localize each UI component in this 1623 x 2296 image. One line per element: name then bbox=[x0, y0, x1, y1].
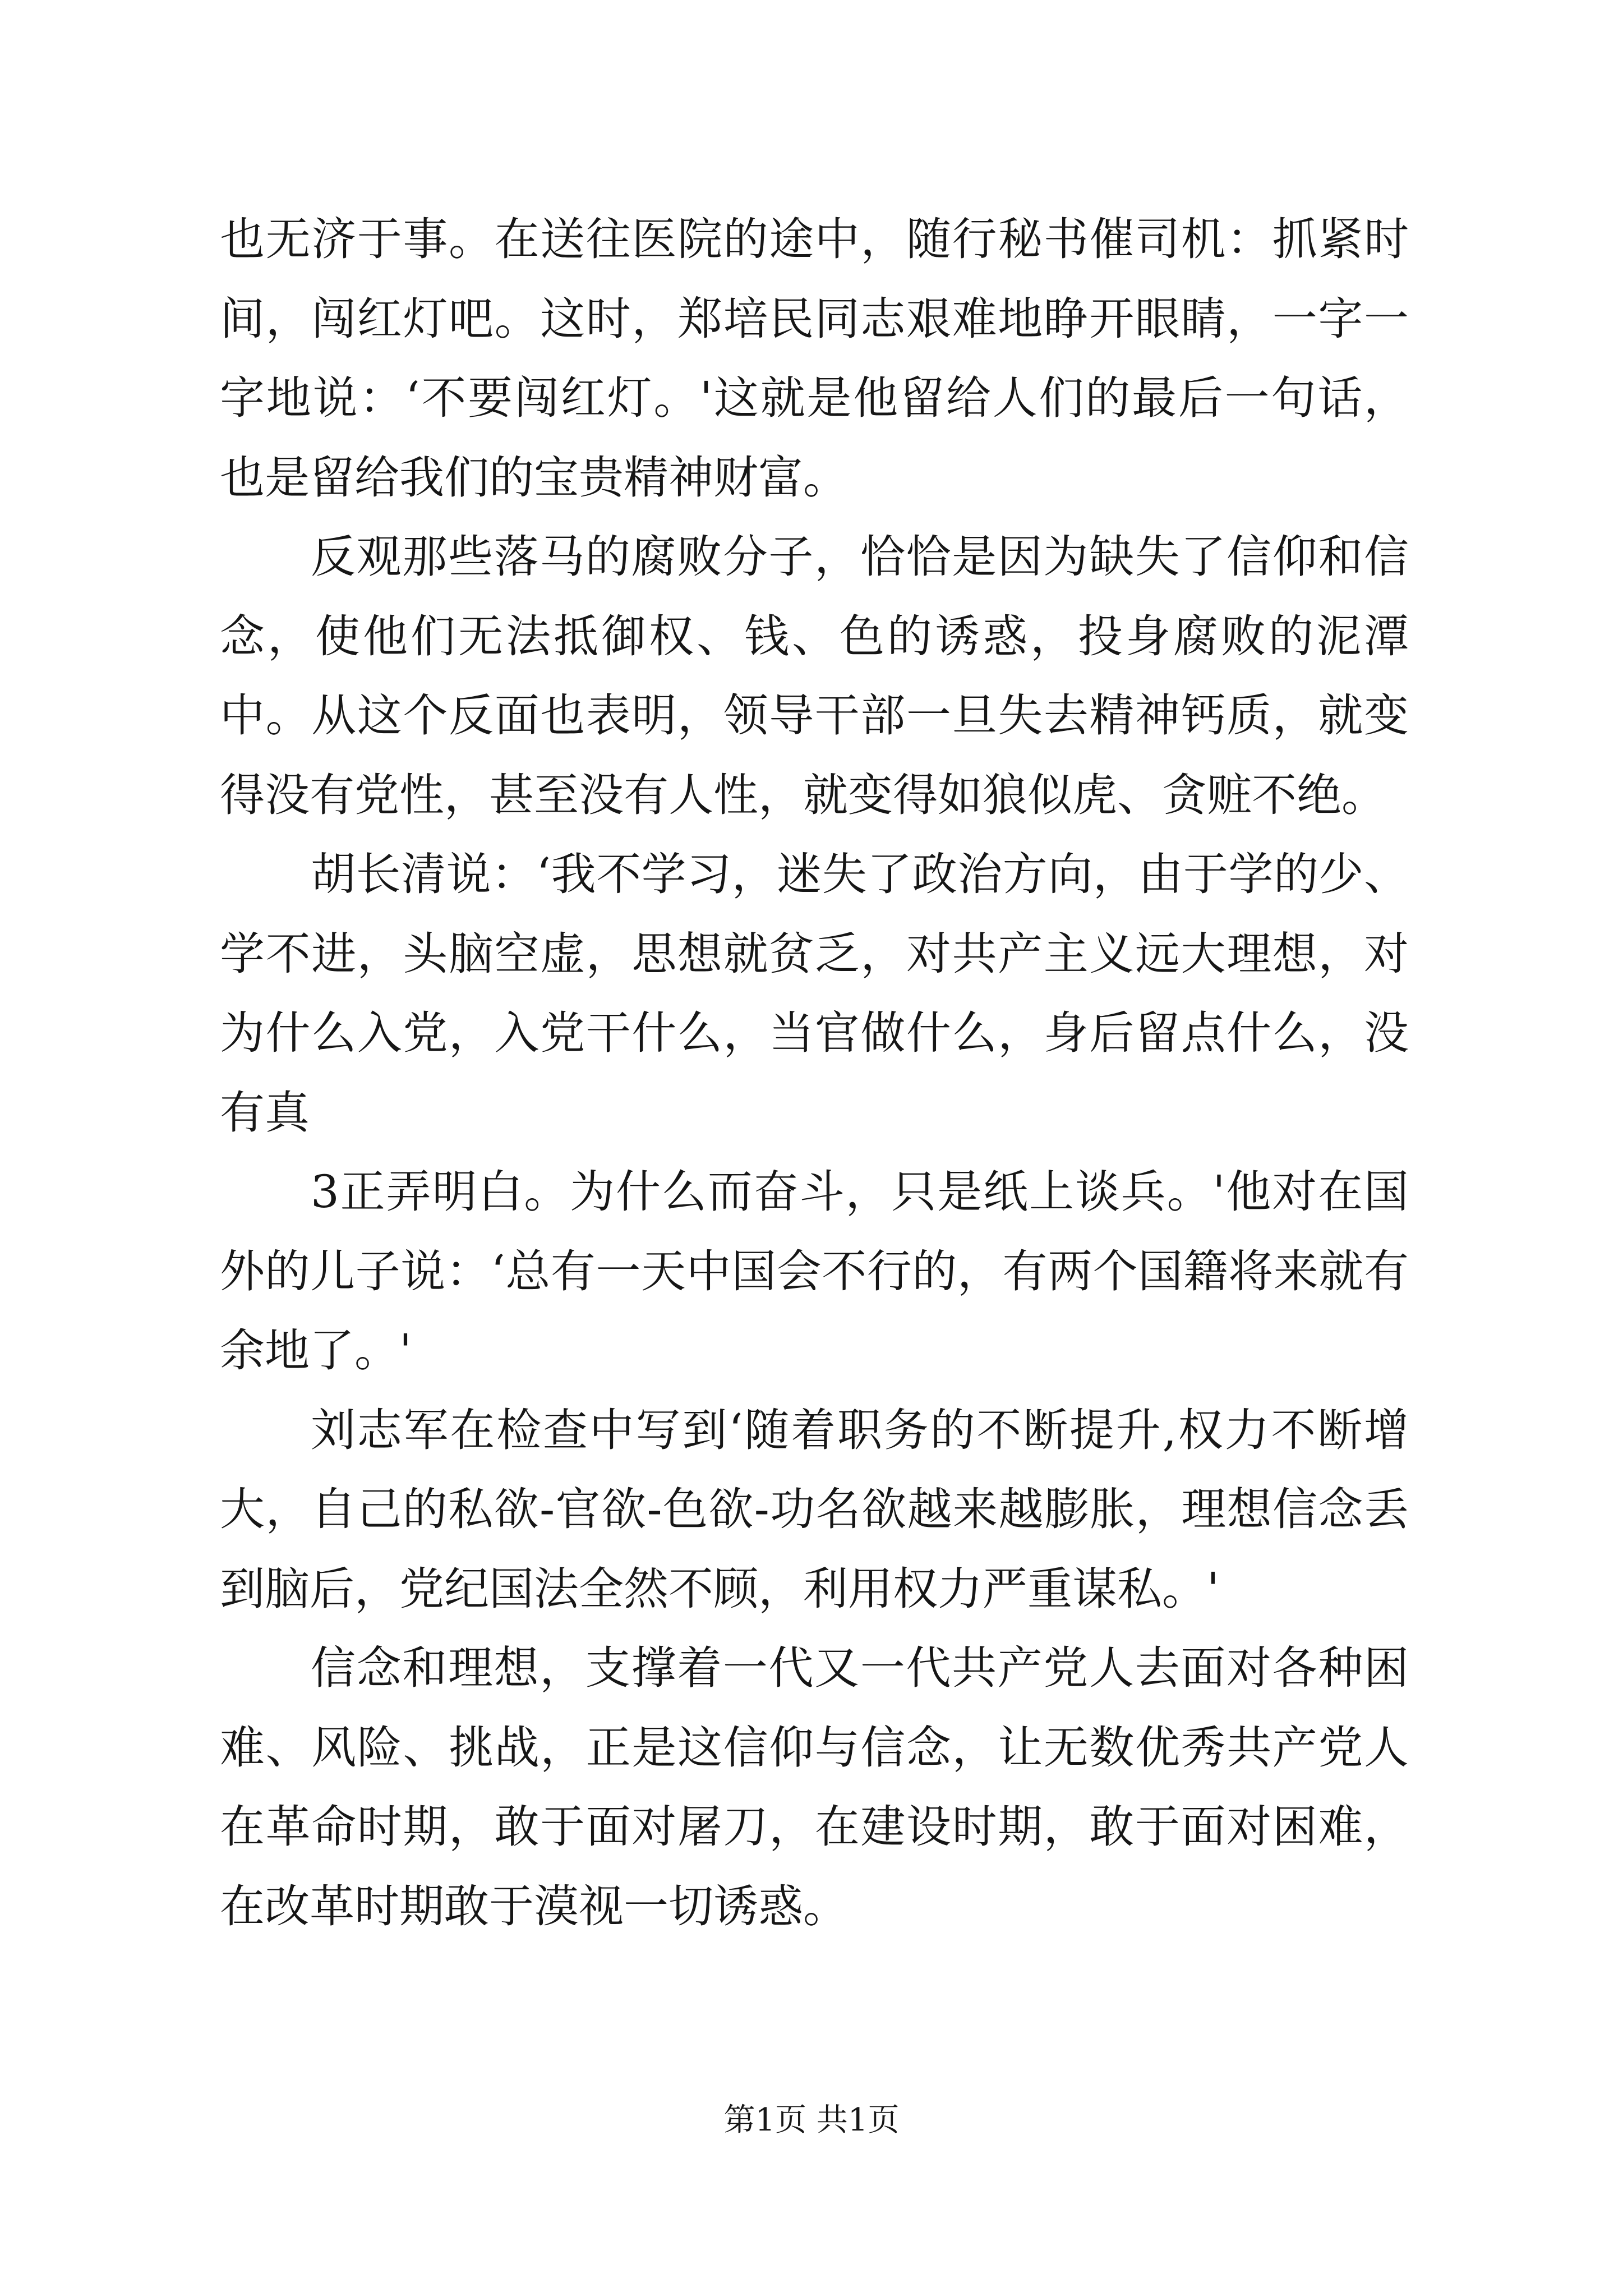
paragraph-5: 刘志军在检查中写到‘随着职务的不断提升,权力不断增大，自己的私欲-官欲-色欲-功名欲越来越膨胀，理想信念丢到脑后，党纪国法全然不顾，利用权力严重谋私。' bbox=[220, 1404, 1409, 1615]
paragraph-1: 也无济于事。在送往医院的途中，随行秘书催司机：抓紧时间，闯红灯吧。这时，郑培民同志艰难地睁开眼睛，一字一字地说：‘不要闯红灯。'这就是他留给人们的最后一句话，也是留给我们的宝贵精神财富。 bbox=[220, 213, 1409, 504]
document-body bbox=[220, 200, 1409, 1946]
paragraph-2: 反观那些落马的腐败分子，恰恰是因为缺失了信仰和信念，使他们无法抵御权、钱、色的诱惑，投身腐败的泥潭中。从这个反面也表明，领导干部一旦失去精神钙质，就变得没有党性，甚至没有人性，就变得如狼似虎、贪赃不绝。 bbox=[220, 531, 1409, 821]
paragraph-3: 胡长清说：‘我不学习，迷失了政治方向，由于学的少、学不进，头脑空虚，思想就贫乏，对共产主义远大理想，对为什么入党，入党干什么，当官做什么，身后留点什么，没有真 bbox=[220, 848, 1409, 1139]
page-footer: 第1页 共1页 bbox=[723, 2102, 900, 2138]
paragraph-6: 信念和理想，支撑着一代又一代共产党人去面对各种困难、风险、挑战，正是这信仰与信念，让无数优秀共产党人在革命时期，敢于面对屠刀，在建设时期，敢于面对困难，在改革时期敢于漠视一切诱惑。 bbox=[220, 1642, 1409, 1932]
paragraph-4: 3正弄明白。为什么而奋斗，只是纸上谈兵。'他对在国外的儿子说：‘总有一天中国会不行的，有两个国籍将来就有余地了。' bbox=[220, 1166, 1409, 1377]
